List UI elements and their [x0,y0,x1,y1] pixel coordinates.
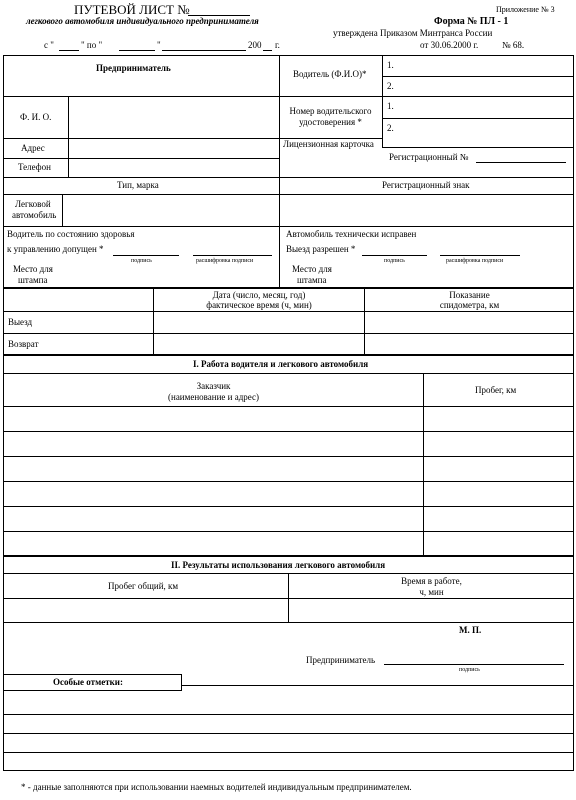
entrepreneur-signature-line[interactable] [384,664,564,665]
order-date: от 30.06.2000 г. [420,40,479,50]
section1-row-4 [3,481,574,482]
health-label: Водитель по состоянию здоровья [7,229,135,239]
odometer-header-line1: Показание [449,290,490,300]
phone-label: Телефон [18,162,51,172]
reg-sign-label: Регистрационный знак [382,180,470,190]
car-center-divider [279,177,280,226]
admitted-label: к управлению допущен * [7,244,104,254]
section1-row-1 [3,406,574,407]
notes-line-2[interactable] [3,733,574,734]
work-time-header [289,576,574,598]
footnote: * - данные заполняются при использовании наемных водителей индивидуальным предпринимателем. [21,782,412,792]
year-suffix: г. [275,40,280,50]
date-to-day-line[interactable] [119,50,155,51]
tech-ok-label: Автомобиль технически исправен [286,229,417,239]
form-code: Форма № ПЛ - 1 [434,16,509,27]
date-quote: " [157,40,161,50]
year-line[interactable] [263,50,272,51]
exit-signature-caption: подпись [384,258,405,264]
exit-decode-line[interactable] [440,255,520,256]
type-brand-label: Тип, марка [117,180,159,190]
times-header-divider [3,311,574,312]
stamp-left-line1: Место для [13,264,53,274]
appendix-label: Приложение № 3 [496,5,555,14]
health-top-divider [3,226,574,227]
phone-top-divider [3,158,279,159]
regno-top-divider [382,147,574,148]
license-1-label: 1. [387,101,394,111]
address-top-divider [3,138,279,139]
section2-title: II. Результаты использования легкового автомобиля [171,560,386,570]
order-number: № 68. [502,40,525,50]
entrepreneur-header: Предприниматель [96,63,171,73]
stamp-left-line2: штампа [18,275,48,285]
times-row-divider [3,333,574,334]
stamp-right-line2: штампа [297,275,327,285]
section1-col-divider [423,373,424,556]
total-mileage-header: Пробег общий, км [108,581,179,591]
date-time-header-line2: фактическое время (ч, мин) [206,300,312,310]
waybill-subtitle: легкового автомобиля индивидуального предпринимателя [26,16,259,26]
section1-row-5 [3,506,574,507]
section1-title: I. Работа водителя и легкового автомобиля [193,359,369,369]
section1-row-2 [3,431,574,432]
mileage-header: Пробег, км [475,385,517,395]
stamp-right-line1: Место для [292,264,332,274]
odometer-header [365,290,574,310]
notes-right-border [573,686,574,770]
departure-label: Выезд [8,317,33,327]
license-card-label: Лицензионная карточка [283,139,374,149]
exit-signature-line[interactable] [362,255,427,256]
health-signature-caption: подпись [131,258,152,264]
notes-line-3[interactable] [3,752,574,753]
address-label: Адрес [21,143,45,153]
seal-place-label: М. П. [459,625,482,635]
license-2-label: 2. [387,123,394,133]
date-time-header [154,290,364,310]
car-label-line2: автомобиль [12,210,57,220]
driver-row-divider [382,76,574,77]
customer-header [4,381,423,403]
approval-note: утверждена Приказом Минтранса России [333,28,493,38]
health-decode-caption: расшифровка подписи [196,258,254,264]
driver-fio-label: Водитель (Ф.И.О)* [293,69,367,79]
customer-header-line2: (наименование и адрес) [168,392,259,402]
driver-1-label: 1. [387,60,394,70]
date-to-label: " по " [81,40,103,50]
section1-title-divider [3,373,574,374]
notes-bottom-border [3,770,574,771]
health-center-divider [279,226,280,288]
customer-header-line1: Заказчик [196,381,231,391]
special-notes-title: Особые отметки: [53,677,123,687]
car-top-divider [3,194,574,195]
license-row-divider [382,118,574,119]
driver-2-label: 2. [387,81,394,91]
section1-row-3 [3,456,574,457]
exit-allowed-label: Выезд разрешен * [286,244,356,254]
entrepreneur-signature-label: Предприниматель [306,655,376,665]
reg-number-line[interactable] [476,162,566,163]
type-top-divider [3,177,574,178]
date-month-line[interactable] [162,50,246,51]
fio-label: Ф. И. О. [20,112,52,122]
return-label: Возврат [8,339,39,349]
car-label-divider [62,194,63,226]
car-label-line1: Легковой [15,199,51,209]
year-label: 200 [248,40,262,50]
work-time-header-line2: ч, мин [419,587,444,597]
section2-row-divider [3,622,574,623]
fio-top-divider [3,96,574,97]
left-label-divider [68,96,69,177]
driver-number-divider [382,55,383,147]
notes-line-1[interactable] [3,714,574,715]
section1-row-6 [3,531,574,532]
reg-number-label: Регистрационный № [389,152,469,162]
section2-header-divider [3,598,574,599]
exit-decode-caption: расшифровка подписи [446,258,504,264]
work-time-header-line1: Время в работе, [401,576,462,586]
entrepreneur-signature-caption: подпись [459,667,480,673]
license-number-label: Номер водительского удостоверения * [289,106,372,127]
odometer-header-line2: спидометра, км [439,300,500,310]
date-time-header-line1: Дата (число, месяц, год) [212,290,306,300]
date-from-label: с " [44,40,54,50]
notes-left-border [3,686,4,770]
health-decode-line[interactable] [193,255,272,256]
health-signature-line[interactable] [113,255,179,256]
date-from-day-line[interactable] [59,50,79,51]
waybill-title: ПУТЕВОЙ ЛИСТ № [74,2,190,17]
